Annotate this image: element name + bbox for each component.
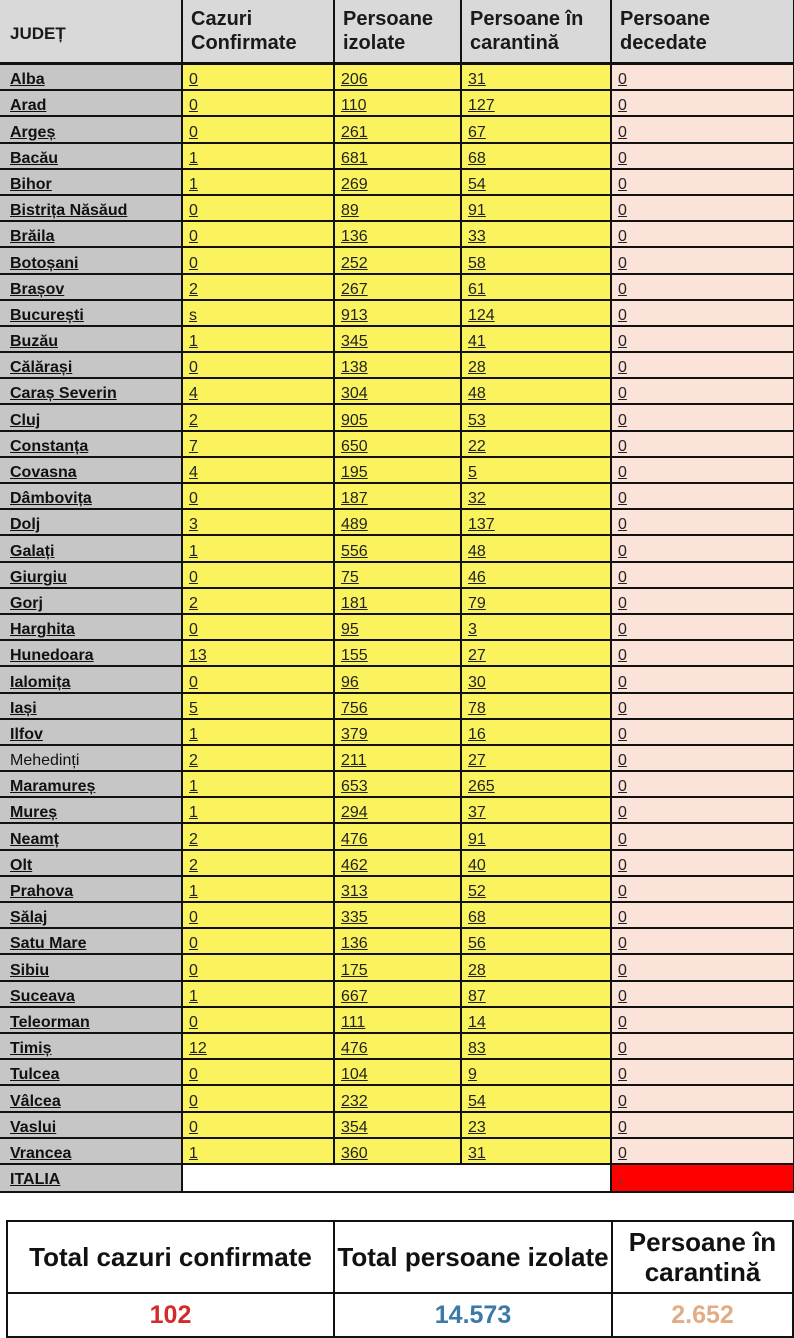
confirmed-cell[interactable]: 3 xyxy=(182,509,334,535)
deceased-cell[interactable]: 0 xyxy=(611,1007,794,1033)
confirmed-cell[interactable]: 4 xyxy=(182,378,334,404)
quarantine-cell[interactable]: 78 xyxy=(461,693,611,719)
isolated-cell[interactable]: 138 xyxy=(334,352,461,378)
deceased-cell[interactable]: 0 xyxy=(611,195,794,221)
confirmed-cell[interactable]: 13 xyxy=(182,640,334,666)
confirmed-cell[interactable]: 7 xyxy=(182,431,334,457)
isolated-cell[interactable]: 756 xyxy=(334,693,461,719)
quarantine-cell[interactable]: 87 xyxy=(461,981,611,1007)
isolated-cell[interactable]: 335 xyxy=(334,902,461,928)
total-isolated-label[interactable]: Total persoane izolate xyxy=(334,1221,612,1293)
quarantine-cell[interactable]: 79 xyxy=(461,588,611,614)
county-cell[interactable]: Cluj xyxy=(0,404,182,430)
confirmed-cell[interactable]: 0 xyxy=(182,1007,334,1033)
county-cell[interactable]: Teleorman xyxy=(0,1007,182,1033)
table-row xyxy=(0,457,794,483)
table-row xyxy=(0,1085,794,1111)
confirmed-cell[interactable]: 12 xyxy=(182,1033,334,1059)
table-row xyxy=(0,797,794,823)
quarantine-cell[interactable]: 3 xyxy=(461,614,611,640)
county-cell[interactable]: București xyxy=(0,300,182,326)
deceased-cell[interactable]: 0 xyxy=(611,1059,794,1085)
totals-value-row xyxy=(7,1293,793,1337)
table-row xyxy=(0,1112,794,1138)
deceased-cell[interactable]: 0 xyxy=(611,1112,794,1138)
quarantine-cell[interactable]: 16 xyxy=(461,719,611,745)
table-row xyxy=(0,326,794,352)
quarantine-cell[interactable]: 30 xyxy=(461,666,611,692)
quarantine-cell[interactable]: 265 xyxy=(461,771,611,797)
quarantine-cell[interactable]: 22 xyxy=(461,431,611,457)
confirmed-cell[interactable]: 0 xyxy=(182,954,334,980)
isolated-cell[interactable]: 313 xyxy=(334,876,461,902)
county-cell[interactable]: Constanța xyxy=(0,431,182,457)
isolated-cell[interactable]: 667 xyxy=(334,981,461,1007)
isolated-cell[interactable]: 75 xyxy=(334,562,461,588)
deceased-cell[interactable]: 0 xyxy=(611,221,794,247)
isolated-cell[interactable]: 95 xyxy=(334,614,461,640)
county-cell[interactable]: Sălaj xyxy=(0,902,182,928)
table-row xyxy=(0,300,794,326)
table-row xyxy=(0,719,794,745)
confirmed-cell[interactable]: 0 xyxy=(182,221,334,247)
isolated-cell[interactable]: 556 xyxy=(334,535,461,561)
deceased-cell[interactable]: 0 xyxy=(611,902,794,928)
confirmed-cell[interactable]: 1 xyxy=(182,1138,334,1164)
quarantine-cell[interactable]: 27 xyxy=(461,640,611,666)
confirmed-cell[interactable]: 1 xyxy=(182,535,334,561)
confirmed-cell[interactable]: s xyxy=(182,300,334,326)
isolated-cell[interactable]: 653 xyxy=(334,771,461,797)
isolated-cell[interactable]: 187 xyxy=(334,483,461,509)
table-row xyxy=(0,535,794,561)
italia-row xyxy=(0,1164,794,1192)
confirmed-cell[interactable]: 1 xyxy=(182,719,334,745)
confirmed-cell[interactable]: 2 xyxy=(182,850,334,876)
deceased-cell[interactable]: 0 xyxy=(611,300,794,326)
header-quarantine[interactable]: Persoane în carantină xyxy=(461,0,611,64)
table-row xyxy=(0,954,794,980)
quarantine-cell[interactable]: 127 xyxy=(461,90,611,116)
confirmed-cell[interactable]: 5 xyxy=(182,693,334,719)
table-row xyxy=(0,274,794,300)
isolated-cell[interactable]: 261 xyxy=(334,116,461,142)
confirmed-cell[interactable]: 1 xyxy=(182,771,334,797)
table-body xyxy=(0,64,794,1164)
deceased-cell[interactable]: 0 xyxy=(611,378,794,404)
quarantine-cell[interactable]: 37 xyxy=(461,797,611,823)
deceased-cell[interactable]: 0 xyxy=(611,614,794,640)
county-cell[interactable]: Buzău xyxy=(0,326,182,352)
table-row xyxy=(0,143,794,169)
confirmed-cell[interactable]: 2 xyxy=(182,823,334,849)
county-cell[interactable]: Olt xyxy=(0,850,182,876)
deceased-cell[interactable]: 0 xyxy=(611,326,794,352)
table-row xyxy=(0,404,794,430)
quarantine-cell[interactable]: 48 xyxy=(461,378,611,404)
table-row xyxy=(0,981,794,1007)
quarantine-cell[interactable]: 27 xyxy=(461,745,611,771)
confirmed-cell[interactable]: 0 xyxy=(182,614,334,640)
quarantine-cell[interactable]: 31 xyxy=(461,64,611,91)
italia-label[interactable]: ITALIA xyxy=(0,1164,182,1192)
confirmed-cell[interactable]: 0 xyxy=(182,928,334,954)
deceased-cell[interactable]: 0 xyxy=(611,719,794,745)
total-quarantine-label[interactable]: Persoane în carantină xyxy=(612,1221,793,1293)
isolated-cell[interactable]: 476 xyxy=(334,823,461,849)
total-quarantine-value[interactable]: 2.652 xyxy=(612,1293,793,1337)
deceased-cell[interactable]: 0 xyxy=(611,116,794,142)
county-cell[interactable]: Argeș xyxy=(0,116,182,142)
isolated-cell[interactable]: 650 xyxy=(334,431,461,457)
deceased-cell[interactable]: 0 xyxy=(611,483,794,509)
county-cell[interactable]: Vrancea xyxy=(0,1138,182,1164)
isolated-cell[interactable]: 211 xyxy=(334,745,461,771)
county-cell[interactable]: Alba xyxy=(0,64,182,91)
isolated-cell[interactable]: 489 xyxy=(334,509,461,535)
confirmed-cell[interactable]: 1 xyxy=(182,326,334,352)
county-cell[interactable]: Timiș xyxy=(0,1033,182,1059)
quarantine-cell[interactable]: 137 xyxy=(461,509,611,535)
confirmed-cell[interactable]: 1 xyxy=(182,797,334,823)
header-row xyxy=(0,0,794,64)
county-cell[interactable]: Bistrița Năsăud xyxy=(0,195,182,221)
deceased-cell[interactable]: 0 xyxy=(611,169,794,195)
isolated-cell[interactable]: 294 xyxy=(334,797,461,823)
isolated-cell[interactable]: 89 xyxy=(334,195,461,221)
table-row xyxy=(0,902,794,928)
county-cell[interactable]: Brașov xyxy=(0,274,182,300)
isolated-cell[interactable]: 252 xyxy=(334,247,461,273)
confirmed-cell[interactable]: 0 xyxy=(182,562,334,588)
table-row xyxy=(0,693,794,719)
deceased-cell[interactable]: 0 xyxy=(611,562,794,588)
deceased-cell[interactable]: 0 xyxy=(611,404,794,430)
county-cell[interactable]: Galați xyxy=(0,535,182,561)
isolated-cell[interactable]: 379 xyxy=(334,719,461,745)
isolated-cell[interactable]: 136 xyxy=(334,928,461,954)
quarantine-cell[interactable]: 48 xyxy=(461,535,611,561)
county-cell[interactable]: Maramureș xyxy=(0,771,182,797)
quarantine-cell[interactable]: 68 xyxy=(461,902,611,928)
county-cell[interactable]: Arad xyxy=(0,90,182,116)
quarantine-cell[interactable]: 124 xyxy=(461,300,611,326)
header-confirmed[interactable]: Cazuri Confirmate xyxy=(182,0,334,64)
isolated-cell[interactable]: 111 xyxy=(334,1007,461,1033)
quarantine-cell[interactable]: 58 xyxy=(461,247,611,273)
deceased-cell[interactable]: 0 xyxy=(611,981,794,1007)
quarantine-cell[interactable]: 46 xyxy=(461,562,611,588)
quarantine-cell[interactable]: 14 xyxy=(461,1007,611,1033)
quarantine-cell[interactable]: 23 xyxy=(461,1112,611,1138)
quarantine-cell[interactable]: 56 xyxy=(461,928,611,954)
deceased-cell[interactable]: 0 xyxy=(611,247,794,273)
deceased-cell[interactable]: 0 xyxy=(611,745,794,771)
confirmed-cell[interactable]: 0 xyxy=(182,247,334,273)
isolated-cell[interactable]: 232 xyxy=(334,1085,461,1111)
quarantine-cell[interactable]: 52 xyxy=(461,876,611,902)
italia-deceased-cell[interactable]: 1 xyxy=(611,1164,794,1192)
isolated-cell[interactable]: 354 xyxy=(334,1112,461,1138)
isolated-cell[interactable]: 155 xyxy=(334,640,461,666)
deceased-cell[interactable]: 0 xyxy=(611,928,794,954)
confirmed-cell[interactable]: 0 xyxy=(182,483,334,509)
quarantine-cell[interactable]: 33 xyxy=(461,221,611,247)
table-row xyxy=(0,378,794,404)
deceased-cell[interactable]: 0 xyxy=(611,509,794,535)
confirmed-cell[interactable]: 0 xyxy=(182,666,334,692)
italia-empty-cells[interactable] xyxy=(182,1164,611,1192)
deceased-cell[interactable]: 0 xyxy=(611,274,794,300)
confirmed-cell[interactable]: 0 xyxy=(182,1112,334,1138)
isolated-cell[interactable]: 96 xyxy=(334,666,461,692)
isolated-cell[interactable]: 206 xyxy=(334,64,461,91)
header-deceased[interactable]: Persoane decedate xyxy=(611,0,794,64)
table-row xyxy=(0,221,794,247)
county-cell[interactable]: Iași xyxy=(0,693,182,719)
table-row xyxy=(0,169,794,195)
deceased-cell[interactable]: 0 xyxy=(611,90,794,116)
county-cell[interactable]: Giurgiu xyxy=(0,562,182,588)
deceased-cell[interactable]: 0 xyxy=(611,640,794,666)
table-row xyxy=(0,876,794,902)
isolated-cell[interactable]: 345 xyxy=(334,326,461,352)
deceased-cell[interactable]: 0 xyxy=(611,1138,794,1164)
isolated-cell[interactable]: 267 xyxy=(334,274,461,300)
table-row xyxy=(0,562,794,588)
confirmed-cell[interactable]: 0 xyxy=(182,116,334,142)
county-cell[interactable]: Neamț xyxy=(0,823,182,849)
county-cell[interactable]: Brăila xyxy=(0,221,182,247)
confirmed-cell[interactable]: 0 xyxy=(182,1059,334,1085)
quarantine-cell[interactable]: 28 xyxy=(461,352,611,378)
confirmed-cell[interactable]: 0 xyxy=(182,352,334,378)
confirmed-cell[interactable]: 1 xyxy=(182,169,334,195)
isolated-cell[interactable]: 110 xyxy=(334,90,461,116)
quarantine-cell[interactable]: 83 xyxy=(461,1033,611,1059)
quarantine-cell[interactable]: 31 xyxy=(461,1138,611,1164)
confirmed-cell[interactable]: 2 xyxy=(182,404,334,430)
deceased-cell[interactable]: 0 xyxy=(611,876,794,902)
quarantine-cell[interactable]: 53 xyxy=(461,404,611,430)
confirmed-cell[interactable]: 0 xyxy=(182,195,334,221)
table-row xyxy=(0,588,794,614)
confirmed-cell[interactable]: 0 xyxy=(182,90,334,116)
confirmed-cell[interactable]: 2 xyxy=(182,745,334,771)
deceased-cell[interactable]: 0 xyxy=(611,693,794,719)
deceased-cell[interactable]: 0 xyxy=(611,588,794,614)
isolated-cell[interactable]: 913 xyxy=(334,300,461,326)
isolated-cell[interactable]: 175 xyxy=(334,954,461,980)
confirmed-cell[interactable]: 0 xyxy=(182,64,334,91)
table-row xyxy=(0,352,794,378)
confirmed-cell[interactable]: 1 xyxy=(182,876,334,902)
table-row xyxy=(0,823,794,849)
county-cell[interactable]: Tulcea xyxy=(0,1059,182,1085)
deceased-cell[interactable]: 0 xyxy=(611,64,794,91)
table-row xyxy=(0,1007,794,1033)
table-row xyxy=(0,64,794,91)
county-cell[interactable]: Suceava xyxy=(0,981,182,1007)
quarantine-cell[interactable]: 91 xyxy=(461,195,611,221)
county-cell[interactable]: Ilfov xyxy=(0,719,182,745)
quarantine-cell[interactable]: 61 xyxy=(461,274,611,300)
confirmed-cell[interactable]: 0 xyxy=(182,1085,334,1111)
quarantine-cell[interactable]: 32 xyxy=(461,483,611,509)
deceased-cell[interactable]: 0 xyxy=(611,143,794,169)
deceased-cell[interactable]: 0 xyxy=(611,431,794,457)
isolated-cell[interactable]: 360 xyxy=(334,1138,461,1164)
table-row xyxy=(0,614,794,640)
total-isolated-value[interactable]: 14.573 xyxy=(334,1293,612,1337)
quarantine-cell[interactable]: 68 xyxy=(461,143,611,169)
county-cell[interactable]: Prahova xyxy=(0,876,182,902)
deceased-cell[interactable]: 0 xyxy=(611,850,794,876)
deceased-cell[interactable]: 0 xyxy=(611,1033,794,1059)
county-cell[interactable]: Bacău xyxy=(0,143,182,169)
deceased-cell[interactable]: 0 xyxy=(611,666,794,692)
county-cell[interactable]: Vaslui xyxy=(0,1112,182,1138)
quarantine-cell[interactable]: 54 xyxy=(461,1085,611,1111)
quarantine-cell[interactable]: 67 xyxy=(461,116,611,142)
deceased-cell[interactable]: 0 xyxy=(611,954,794,980)
confirmed-cell[interactable]: 1 xyxy=(182,143,334,169)
county-cell[interactable]: Dâmbovița xyxy=(0,483,182,509)
county-cell[interactable]: Caraș Severin xyxy=(0,378,182,404)
confirmed-cell[interactable]: 4 xyxy=(182,457,334,483)
table-row xyxy=(0,850,794,876)
total-confirmed-value[interactable]: 102 xyxy=(7,1293,334,1337)
table-row xyxy=(0,431,794,457)
table-row xyxy=(0,195,794,221)
isolated-cell[interactable]: 104 xyxy=(334,1059,461,1085)
isolated-cell[interactable]: 462 xyxy=(334,850,461,876)
isolated-cell[interactable]: 269 xyxy=(334,169,461,195)
confirmed-cell[interactable]: 2 xyxy=(182,274,334,300)
county-cell[interactable]: Gorj xyxy=(0,588,182,614)
isolated-cell[interactable]: 681 xyxy=(334,143,461,169)
table-row xyxy=(0,1059,794,1085)
county-cell[interactable]: Satu Mare xyxy=(0,928,182,954)
isolated-cell[interactable]: 181 xyxy=(334,588,461,614)
confirmed-cell[interactable]: 0 xyxy=(182,902,334,928)
county-cell[interactable]: Hunedoara xyxy=(0,640,182,666)
table-row xyxy=(0,509,794,535)
table-row xyxy=(0,483,794,509)
isolated-cell[interactable]: 304 xyxy=(334,378,461,404)
isolated-cell[interactable]: 476 xyxy=(334,1033,461,1059)
table-row xyxy=(0,116,794,142)
deceased-cell[interactable]: 0 xyxy=(611,771,794,797)
quarantine-cell[interactable]: 5 xyxy=(461,457,611,483)
confirmed-cell[interactable]: 2 xyxy=(182,588,334,614)
table-row xyxy=(0,247,794,273)
table-row xyxy=(0,666,794,692)
isolated-cell[interactable]: 136 xyxy=(334,221,461,247)
county-cell[interactable]: Sibiu xyxy=(0,954,182,980)
county-cell[interactable]: Botoșani xyxy=(0,247,182,273)
county-cell[interactable]: Vâlcea xyxy=(0,1085,182,1111)
quarantine-cell[interactable]: 54 xyxy=(461,169,611,195)
county-cell[interactable]: Bihor xyxy=(0,169,182,195)
table-row xyxy=(0,640,794,666)
table-row xyxy=(0,771,794,797)
county-cell[interactable]: Dolj xyxy=(0,509,182,535)
total-confirmed-label[interactable]: Total cazuri confirmate xyxy=(7,1221,334,1293)
county-cell[interactable]: Mureș xyxy=(0,797,182,823)
totals-table xyxy=(6,1220,794,1338)
table-row xyxy=(0,928,794,954)
quarantine-cell[interactable]: 41 xyxy=(461,326,611,352)
confirmed-cell[interactable]: 1 xyxy=(182,981,334,1007)
county-cell[interactable]: Harghita xyxy=(0,614,182,640)
county-cell[interactable]: Covasna xyxy=(0,457,182,483)
totals-header-row xyxy=(7,1221,793,1293)
quarantine-cell[interactable]: 91 xyxy=(461,823,611,849)
deceased-cell[interactable]: 0 xyxy=(611,457,794,483)
table-row xyxy=(0,1138,794,1164)
deceased-cell[interactable]: 0 xyxy=(611,823,794,849)
header-county[interactable]: JUDEȚ xyxy=(0,0,182,64)
county-cell[interactable]: Călărași xyxy=(0,352,182,378)
quarantine-cell[interactable]: 28 xyxy=(461,954,611,980)
quarantine-cell[interactable]: 40 xyxy=(461,850,611,876)
county-cell[interactable]: Mehedinți xyxy=(0,745,182,771)
table-row xyxy=(0,745,794,771)
quarantine-cell[interactable]: 9 xyxy=(461,1059,611,1085)
table-row xyxy=(0,90,794,116)
isolated-cell[interactable]: 905 xyxy=(334,404,461,430)
deceased-cell[interactable]: 0 xyxy=(611,535,794,561)
deceased-cell[interactable]: 0 xyxy=(611,797,794,823)
header-isolated[interactable]: Persoane izolate xyxy=(334,0,461,64)
deceased-cell[interactable]: 0 xyxy=(611,352,794,378)
deceased-cell[interactable]: 0 xyxy=(611,1085,794,1111)
table-row xyxy=(0,1033,794,1059)
county-cell[interactable]: Ialomița xyxy=(0,666,182,692)
isolated-cell[interactable]: 195 xyxy=(334,457,461,483)
